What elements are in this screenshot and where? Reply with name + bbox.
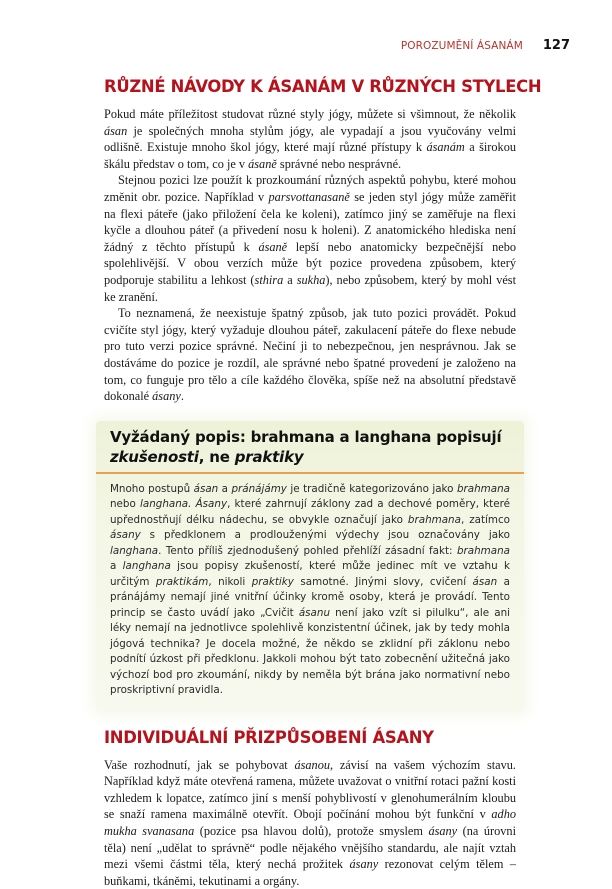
paragraph: To neznamená, že neexistuje špatný způsob, jak tuto pozici provádět. Pokud cvičíte styl jógy, který vyžaduje dlouhou páteř, zakulacení páteře do flexe nebude pro tuto verzi pozice správné. Nečiní ji to nebezpečnou, jen nesprávnou. Jak se dostáváme do pozice je rozdíl, ale správné nebo špatné provedení je založeno na tom, co funguje pro tělo a cíle každého člověka, spíše než na absolutní představě dokonalé ásany. bbox=[104, 306, 516, 404]
italic-term: langhana. Ásany bbox=[140, 498, 228, 511]
italic-term: ásany bbox=[110, 529, 141, 542]
running-title: POROZUMĚNÍ ÁSANÁM bbox=[400, 40, 523, 52]
italic-term: praktikám bbox=[155, 575, 209, 588]
italic-term: parsvottanasaně bbox=[268, 189, 350, 204]
italic-term: ásany bbox=[428, 824, 458, 839]
italic-term: praktiky bbox=[234, 447, 304, 466]
paragraph: Pokud máte příležitost studovat různé styly jógy, můžete si všimnout, že několik ásan je společných mnoha stylům jógy, ale vypadají a jsou vyučovány velmi odlišně. Existuje mnoho škol jógy, které mají různé přístupy k ásanám a širokou škálu představ o tom, co je v ásaně správné nebo nesprávné. bbox=[104, 107, 516, 171]
page-number: 127 bbox=[542, 38, 570, 53]
italic-term: praktiky bbox=[251, 575, 294, 588]
italic-term: zkušenosti bbox=[110, 447, 199, 466]
sidebar-text: Mnoho postupů ásan a pránájámy je tradičně kategorizováno jako brahmana nebo langhana. Ásany, které zahrnují záklony zad a dechové poměry, které upřednostňují délku nádechu, se obvykle označují jako brahmana, zatímco ásany s předklonem a prodlouženými výdechy jsou označovány jako langhana. Tento příliš zjednodušený pohled přehlíží zásadní fakt: brahmana a langhana jsou popisy zkušeností, které může jedinec mít ve vztahu k určitým praktikám, nikoli praktiky samotné. Jinými slovy, cvičení ásan a pránájámy nemají jiné vnitřní účinky kromě osoby, která je provádí. Tento princip se často uvádí jako „Cvičit ásanu není jako vzít si pilulku“, ale ani léky nemají na jednotlivce spolehlivě konzistentní účinek, jak by tedy mohla jógová technika? Je docela možné, že někdo se zklidní při záklonu nebo podnítí úzkost při předklonu. Jakkoli mohou být tato zobecnění užitečná jako výchozí bod pro zkoumání, nikdy by neměla být brána jako normativní nebo proskriptivní pravidla. bbox=[110, 482, 510, 697]
italic-term: ásanou bbox=[294, 757, 330, 772]
italic-term: ásan bbox=[472, 575, 498, 588]
italic-term: brahmana bbox=[456, 482, 510, 495]
italic-term: ásan bbox=[104, 123, 128, 138]
italic-term: ásaně bbox=[258, 239, 288, 254]
italic-term: ásan bbox=[193, 482, 219, 495]
italic-term: sthira bbox=[254, 272, 284, 287]
page-content bbox=[104, 76, 542, 889]
italic-term: brahmana bbox=[456, 544, 510, 557]
italic-term: adho mukha svanasana bbox=[104, 807, 516, 839]
italic-term: ásany bbox=[349, 857, 379, 872]
sidebar-box bbox=[96, 421, 524, 711]
italic-term: brahmana bbox=[407, 513, 461, 526]
italic-term: pránájámy bbox=[231, 482, 287, 495]
section-heading-individual: INDIVIDUÁLNÍ PŘIZPŮSOBENÍ ÁSANY bbox=[104, 727, 434, 747]
paragraph: Stejnou pozici lze použít k prozkoumání různých aspektů pohybu, které mohou změnit obr. pozice. Například v parsvottanasaně se jeden styl jógy může zaměřit na flexi páteře (jako přiložení čela ke koleni), zatímco jiný se zaměřuje na flexi kyčle a dlouhou páteř (a přivedení nosu k holeni). Z anatomického hlediska není žádný z těchto přístupů k ásaně lepší nebo anatomicky bezpečnější nebo spolehlivější. V obou verzích může být pozice provedena způsobem, který podporuje stabilitu a lehkost (sthira a sukha), nebo způsobem, který by mohl vést ke zranění. bbox=[104, 173, 517, 304]
section-individual bbox=[104, 727, 516, 889]
italic-term: ásanám bbox=[426, 140, 465, 155]
sidebar-title: Vyžádaný popis: brahmana a langhana popisují zkušenosti, ne praktiky bbox=[110, 427, 502, 466]
paragraph: Vaše rozhodnutí, jak se pohybovat ásanou, závisí na vašem výchozím stavu. Například když máte otevřená ramena, můžete uvažovat o vnitřní rotaci pažní kosti vzhledem k lopatce, zatímco jiní s menší pohyblivostí v glenohumerálním kloubu se snaží ramena maximálně otevřít. Obojí počínání mohou být funkční v adho mukha svanasana (pozice psa hlavou dolů), protože smyslem ásany (na úrovni těla) není „udělat to správně“ podle nějakého vnějšího standardu, ale najít vztah mezi všemi částmi těla, který nechá prožitek ásany rezonovat celým tělem – buňkami, tkáněmi, tekutinami a orgány. bbox=[104, 757, 517, 888]
italic-term: langhana bbox=[110, 544, 159, 557]
sidebar-divider bbox=[96, 472, 524, 474]
italic-term: langhana bbox=[122, 560, 171, 573]
italic-term: ásaně bbox=[248, 156, 277, 171]
italic-term: sukha bbox=[296, 272, 326, 287]
running-header bbox=[401, 38, 570, 53]
italic-term: ásanu bbox=[298, 606, 331, 619]
section-heading-styles: RŮZNÉ NÁVODY K ÁSANÁM V RŮZNÝCH STYLECH bbox=[104, 77, 542, 96]
italic-term: ásany bbox=[152, 389, 181, 404]
